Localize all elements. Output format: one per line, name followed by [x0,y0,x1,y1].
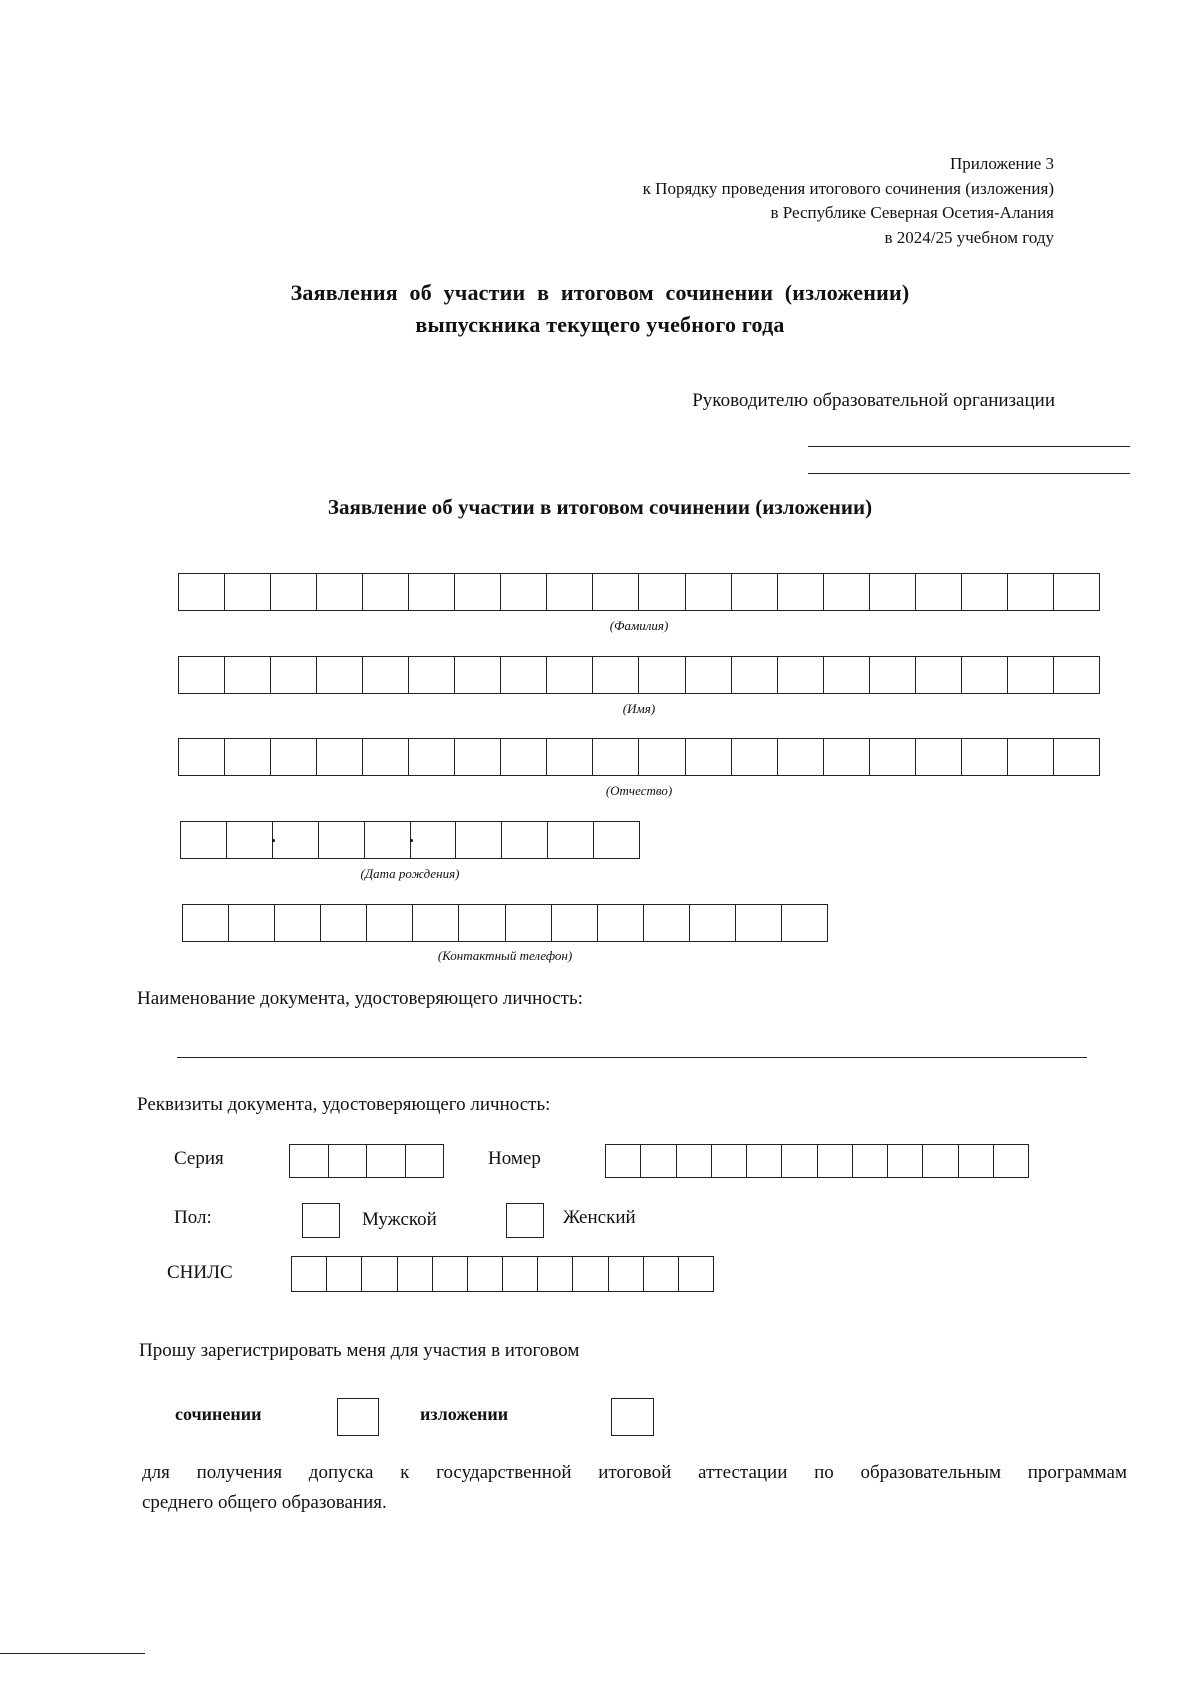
phone-cells[interactable] [182,904,828,942]
addressee-line-1[interactable] [808,446,1130,447]
number-label: Номер [488,1148,541,1169]
name-cell[interactable] [916,657,962,693]
patronymic-cell[interactable] [1008,739,1054,775]
surname-cell[interactable] [962,574,1008,610]
phone-cell[interactable] [183,905,229,941]
appendix-line: Приложение 3 [950,154,1054,173]
phone-cell[interactable] [275,905,321,941]
series-cells[interactable] [289,1144,444,1178]
patronymic-cell[interactable] [547,739,593,775]
name-cell[interactable] [271,657,317,693]
snils-cell[interactable] [609,1257,644,1291]
number-cell[interactable] [888,1145,923,1177]
snils-cell[interactable] [327,1257,362,1291]
snils-label: СНИЛС [167,1262,233,1283]
name-cell[interactable] [870,657,916,693]
series-cell[interactable] [367,1145,406,1177]
phone-cell[interactable] [598,905,644,941]
snils-cell[interactable] [292,1257,327,1291]
presentation-label: изложении [420,1404,509,1424]
addressee-line-2[interactable] [808,473,1130,474]
gender-female-label: Женский [563,1207,636,1228]
document-title [0,277,1200,341]
number-cell[interactable] [853,1145,888,1177]
snils-cell[interactable] [538,1257,573,1291]
birthdate-cell[interactable] [181,822,227,858]
number-cell[interactable] [712,1145,747,1177]
snils-cell[interactable] [398,1257,433,1291]
name-cell[interactable] [409,657,455,693]
title-line-2: выпускника текущего учебного года [415,312,785,337]
surname-cell[interactable] [639,574,685,610]
request-text: Прошу зарегистрировать меня для участия в итоговом [139,1340,580,1361]
snils-cell[interactable] [503,1257,538,1291]
number-cell[interactable] [677,1145,712,1177]
phone-cell[interactable] [690,905,736,941]
name-cell[interactable] [547,657,593,693]
birthdate-cell[interactable] [227,822,273,858]
name-cell[interactable] [455,657,501,693]
surname-cells[interactable] [178,573,1100,611]
snils-cell[interactable] [644,1257,679,1291]
patronymic-cell[interactable] [870,739,916,775]
presentation-checkbox[interactable] [611,1398,654,1436]
surname-hint: (Фамилия) [609,618,669,633]
phone-cell[interactable] [321,905,367,941]
name-cell[interactable] [639,657,685,693]
number-cells[interactable] [605,1144,1029,1178]
phone-cell[interactable] [736,905,782,941]
document-name-line[interactable] [177,1057,1087,1058]
number-cell[interactable] [818,1145,853,1177]
surname-cell[interactable] [317,574,363,610]
surname-cell[interactable] [547,574,593,610]
name-hint: (Имя) [622,701,656,716]
surname-cell[interactable] [1008,574,1054,610]
birthdate-hint: (Дата рождения) [360,866,460,881]
number-cell[interactable] [923,1145,958,1177]
document-details-label: Реквизиты документа, удостоверяющего личность: [137,1094,551,1115]
patronymic-hint: (Отчество) [605,783,673,798]
snils-cell[interactable] [679,1257,714,1291]
surname-cell[interactable] [409,574,455,610]
patronymic-cell[interactable] [732,739,778,775]
snils-cell[interactable] [433,1257,468,1291]
name-cell[interactable] [317,657,363,693]
snils-cell[interactable] [468,1257,503,1291]
phone-cell[interactable] [229,905,275,941]
patronymic-cell[interactable] [962,739,1008,775]
addressee-label: Руководителю образовательной организации [692,390,1055,411]
snils-cell[interactable] [362,1257,397,1291]
birthdate-cell[interactable] [411,822,457,858]
phone-cell[interactable] [367,905,413,941]
patronymic-cell[interactable] [824,739,870,775]
name-cell[interactable] [593,657,639,693]
appendix-header [643,152,1054,250]
phone-cell[interactable] [644,905,690,941]
surname-cell[interactable] [501,574,547,610]
number-cell[interactable] [606,1145,641,1177]
surname-cell[interactable] [1054,574,1100,610]
name-cell[interactable] [501,657,547,693]
series-cell[interactable] [406,1145,445,1177]
surname-cell[interactable] [363,574,409,610]
surname-cell[interactable] [179,574,225,610]
surname-cell[interactable] [916,574,962,610]
surname-cell[interactable] [455,574,501,610]
birthdate-cell[interactable] [502,822,548,858]
series-cell[interactable] [329,1145,368,1177]
patronymic-cell[interactable] [639,739,685,775]
snils-cells[interactable] [291,1256,714,1292]
appendix-line: в Республике Северная Осетия-Алания [770,203,1054,222]
name-cell[interactable] [962,657,1008,693]
number-cell[interactable] [782,1145,817,1177]
name-cells[interactable] [178,656,1100,694]
phone-cell[interactable] [782,905,828,941]
phone-cell[interactable] [413,905,459,941]
patronymic-cells[interactable] [178,738,1100,776]
essay-label: сочинении [175,1404,262,1424]
patronymic-cell[interactable] [317,739,363,775]
surname-cell[interactable] [732,574,778,610]
patronymic-cell[interactable] [363,739,409,775]
patronymic-cell[interactable] [455,739,501,775]
phone-hint: (Контактный телефон) [437,948,573,963]
title-line-1: Заявления об участии в итоговом сочинении (изложении) [290,280,910,305]
birthdate-cell[interactable] [594,822,640,858]
number-cell[interactable] [747,1145,782,1177]
name-cell[interactable] [363,657,409,693]
essay-checkbox[interactable] [337,1398,379,1436]
surname-cell[interactable] [271,574,317,610]
purpose-line-2: среднего общего образования. [142,1492,387,1513]
surname-cell[interactable] [824,574,870,610]
gender-female-checkbox[interactable] [506,1203,544,1238]
birthdate-cell[interactable] [548,822,594,858]
appendix-line: к Порядку проведения итогового сочинения (изложения) [642,178,1054,198]
surname-cell[interactable] [870,574,916,610]
name-cell[interactable] [732,657,778,693]
number-cell[interactable] [641,1145,676,1177]
snils-cell[interactable] [573,1257,608,1291]
patronymic-cell[interactable] [179,739,225,775]
patronymic-cell[interactable] [916,739,962,775]
name-cell[interactable] [778,657,824,693]
patronymic-cell[interactable] [501,739,547,775]
surname-cell[interactable] [593,574,639,610]
appendix-line: в 2024/25 учебном году [884,227,1054,247]
number-cell[interactable] [959,1145,994,1177]
series-label: Серия [174,1148,224,1169]
number-cell[interactable] [994,1145,1029,1177]
form-title: Заявление об участии в итоговом сочинении (изложении) [327,495,873,519]
patronymic-cell[interactable] [271,739,317,775]
birthdate-cell[interactable] [456,822,502,858]
patronymic-cell[interactable] [409,739,455,775]
purpose-paragraph [142,1458,1127,1518]
phone-cell[interactable] [459,905,505,941]
surname-cell[interactable] [686,574,732,610]
patronymic-cell[interactable] [686,739,732,775]
surname-cell[interactable] [778,574,824,610]
name-cell[interactable] [179,657,225,693]
birthdate-cell[interactable] [273,822,319,858]
surname-cell[interactable] [225,574,271,610]
birthdate-cell[interactable] [319,822,365,858]
patronymic-cell[interactable] [225,739,271,775]
gender-male-label: Мужской [362,1209,437,1230]
footnote-separator [0,1653,145,1654]
series-cell[interactable] [290,1145,329,1177]
name-cell[interactable] [686,657,732,693]
name-cell[interactable] [824,657,870,693]
birthdate-cell[interactable] [365,822,411,858]
name-cell[interactable] [1054,657,1100,693]
name-cell[interactable] [225,657,271,693]
name-cell[interactable] [1008,657,1054,693]
phone-cell[interactable] [552,905,598,941]
gender-label: Пол: [174,1207,212,1228]
gender-male-checkbox[interactable] [302,1203,340,1238]
patronymic-cell[interactable] [593,739,639,775]
purpose-line-1: для получения допуска к государственной итоговой аттестации по образовательным программам [142,1462,1127,1483]
document-name-label: Наименование документа, удостоверяющего личность: [137,988,583,1009]
phone-cell[interactable] [506,905,552,941]
patronymic-cell[interactable] [1054,739,1100,775]
patronymic-cell[interactable] [778,739,824,775]
birthdate-cells[interactable] [180,821,640,859]
